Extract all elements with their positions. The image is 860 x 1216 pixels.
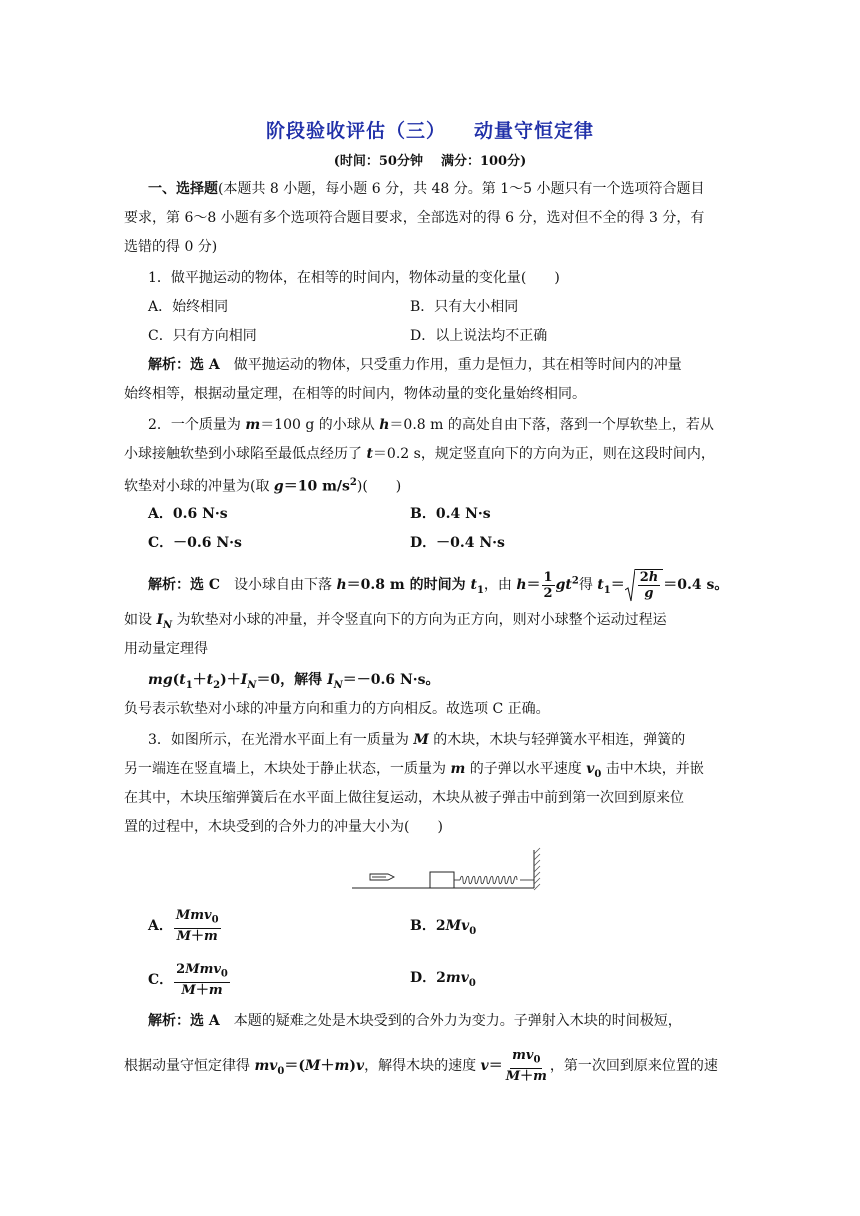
q3-option-c: C． $\frac{2Mmv_0}{M+m}$ bbox=[148, 962, 228, 998]
q2-s1b: ＝100 g 的小球从 bbox=[260, 417, 380, 433]
time-limit: (时间：50分钟 bbox=[333, 154, 423, 169]
q2-a2a: 如设 bbox=[124, 612, 157, 628]
question-3-stem-2: 另一端连在竖直墙上，木块处于静止状态，一质量为 m 的子弹以水平速度 $v_0$ 击中木块，并嵌 bbox=[124, 761, 704, 780]
q2-a1e: ＝0.4 s。 bbox=[663, 577, 729, 593]
q2-s2b: ＝0.2 s，规定竖直向下的方向为正，则在这段时间内， bbox=[372, 446, 715, 462]
question-3-stem-1: 3．如图所示，在光滑水平面上有一质量为 M 的木块，木块与轻弹簧水平相连，弹簧的 bbox=[148, 732, 686, 748]
q3-opt-d-label: D．2 bbox=[410, 970, 446, 986]
full-score: 满分：100分) bbox=[440, 154, 527, 169]
q2-option-c: C．－0.6 N·s bbox=[148, 535, 242, 551]
q3-opt-a-label: A． bbox=[148, 917, 173, 934]
q3-opt-c-label: C． bbox=[148, 971, 174, 988]
q2-s3b: ＝10 m/s bbox=[283, 478, 350, 495]
q3-answer-line-1 bbox=[148, 1011, 768, 1031]
q2-answer-line-1: 解析：选 C 设小球自由下落 h＝0.8 m 的时间为 $t_1$，由 h＝ $\frac{1}{2}$ $gt^2$得 $t_1=$ $\frac{2h}{g}$ ＝0.4 s。 bbox=[148, 569, 729, 601]
q3-s2a: 另一端连在竖直墙上，木块处于静止状态，一质量为 bbox=[124, 761, 451, 777]
q2-a1c: ，由 bbox=[483, 577, 517, 593]
q3-s2b: 的子弹以水平速度 bbox=[465, 761, 587, 777]
q3-s2c: 击中木块，并嵌 bbox=[601, 761, 704, 777]
section-instructions-2: 要求，第 6～8 小题有多个选项符合题目要求，全部选对的得 6 分，选对但不全的得 3 分，有 bbox=[124, 210, 705, 226]
bullet bbox=[370, 874, 394, 880]
q2-answer-label: 解析：选 C bbox=[148, 577, 221, 593]
wall-hatching bbox=[534, 848, 540, 890]
wooden-block bbox=[430, 872, 454, 888]
q3-a2b: ，解得木块的速度 bbox=[364, 1057, 481, 1074]
section-heading: 一、选择题 bbox=[148, 181, 218, 197]
q3-option-b: B．$2Mv_0$ bbox=[410, 918, 477, 937]
q2-s3a: 软垫对小球的冲量为(取 bbox=[124, 478, 274, 495]
page-subtitle bbox=[0, 150, 860, 169]
question-3-stem-3: 在其中，木块压缩弹簧后在水平面上做往复运动，木块从被子弹击中前到第一次回到原来位 bbox=[124, 790, 684, 806]
q2-a1b: ＝0.8 m 的时间为 bbox=[346, 577, 471, 593]
q2-s3c: )( ) bbox=[356, 478, 402, 495]
section-heading-line bbox=[148, 179, 768, 199]
title-main: 阶段验收评估（三） bbox=[265, 120, 446, 142]
q3-s1a: 3．如图所示，在光滑水平面上有一质量为 bbox=[148, 732, 414, 748]
q2-a4c: ＝－0.6 N·s。 bbox=[342, 672, 440, 688]
q2-s1c: ＝0.8 m 的高处自由下落，落到一个厚软垫上，若从 bbox=[389, 417, 714, 433]
q1-option-a: A．始终相同 bbox=[148, 299, 229, 315]
fraction-one-half: $\frac{1}{2}$ bbox=[543, 569, 553, 601]
question-2-stem-2: 小球接触软垫到小球陷至最低点经历了 t＝0.2 s，规定竖直向下的方向为正，则在这段时间内， bbox=[124, 446, 715, 462]
q2-answer-line-5: 负号表示软垫对小球的冲量方向和重力的方向相反。故选项 C 正确。 bbox=[124, 701, 550, 717]
q2-answer-line-4: $mg(t_1+t_2)+I_N=0$，解得 $I_N=-0.6$ N·s。 bbox=[148, 672, 440, 691]
question-1-stem: 1．做平抛运动的物体，在相等的时间内，物体动量的变化量( ) bbox=[148, 270, 560, 286]
section-instructions-3: 选错的得 0 分) bbox=[124, 239, 218, 255]
q2-a1a: 设小球自由下落 bbox=[220, 577, 337, 593]
question-2-stem-1: 2．一个质量为 m＝100 g 的小球从 h＝0.8 m 的高处自由下落，落到一个厚软垫上，若从 bbox=[148, 417, 714, 433]
section-instructions-1: (本题共 8 小题，每小题 6 分，共 48 分。第 1～5 小题只有一个选项符合题目 bbox=[218, 181, 705, 197]
q2-answer-line-3: 用动量定理得 bbox=[124, 641, 208, 657]
q3-answer-label: 解析：选 A bbox=[148, 1013, 220, 1029]
q1-option-c: C．只有方向相同 bbox=[148, 328, 257, 344]
velocity-fraction: $\frac{mv_0}{M+m}$ bbox=[505, 1048, 547, 1084]
q2-option-b: B．0.4 N·s bbox=[410, 506, 491, 522]
q3-option-a: A． $\frac{Mmv_0}{M+m}$ bbox=[148, 908, 219, 944]
sqrt-2h-over-g: $\frac{2h}{g}$ bbox=[625, 568, 664, 602]
q3-a2a: 根据动量守恒定律得 bbox=[124, 1057, 255, 1074]
q2-option-d: D．－0.4 N·s bbox=[410, 535, 505, 551]
q3-answer-line-2: 根据动量守恒定律得 $mv_0=(M+m)v$，解得木块的速度 v＝ $\frac{mv_0}{M+m}$ ，第一次回到原来位置的速 bbox=[124, 1048, 718, 1084]
q2-option-a: A．0.6 N·s bbox=[148, 506, 228, 522]
q2-a4b: ＝0，解得 bbox=[256, 672, 328, 688]
q1-option-b: B．只有大小相同 bbox=[410, 299, 519, 315]
page-title bbox=[0, 116, 860, 143]
q1-answer-line-1 bbox=[148, 355, 768, 375]
q1-explanation-1: 做平抛运动的物体，只受重力作用，重力是恒力，其在相等时间内的冲量 bbox=[219, 357, 682, 373]
spring-coil bbox=[454, 876, 534, 884]
question-2-stem-3: 软垫对小球的冲量为(取 g＝10 $m/s^2$)( ) bbox=[124, 477, 402, 495]
q3-s1b: 的木块，木块与轻弹簧水平相连，弹簧的 bbox=[428, 732, 686, 748]
q1-answer-label: 解析：选 A bbox=[148, 357, 220, 373]
spring-block-figure bbox=[352, 846, 546, 896]
question-3-stem-4: 置的过程中，木块受到的合外力的冲量大小为( ) bbox=[124, 819, 443, 835]
title-topic: 动量守恒定律 bbox=[474, 120, 595, 142]
q3-option-d: D．$2mv_0$ bbox=[410, 970, 476, 989]
q2-s1a: 2．一个质量为 bbox=[148, 417, 246, 433]
q3-a2c: ，第一次回到原来位置的速 bbox=[549, 1057, 718, 1074]
q2-answer-line-2: 如设 $I_N$ 为软垫对小球的冲量，并令竖直向下的方向为正方向，则对小球整个运动过程运 bbox=[124, 612, 667, 631]
q2-s2a: 小球接触软垫到小球陷至最低点经历了 bbox=[124, 446, 367, 462]
q1-explanation-2: 始终相等，根据动量定理，在相等的时间内，物体动量的变化量始终相同。 bbox=[124, 386, 586, 402]
q2-a1d: 得 bbox=[578, 577, 598, 593]
q2-a2b: 为软垫对小球的冲量，并令竖直向下的方向为正方向，则对小球整个运动过程运 bbox=[172, 612, 667, 628]
q1-option-d: D．以上说法均不正确 bbox=[410, 328, 548, 344]
q3-opt-b-label: B．2 bbox=[410, 918, 446, 934]
q3-explanation-1: 本题的疑难之处是木块受到的合外力为变力。子弹射入木块的时间极短， bbox=[219, 1013, 682, 1029]
